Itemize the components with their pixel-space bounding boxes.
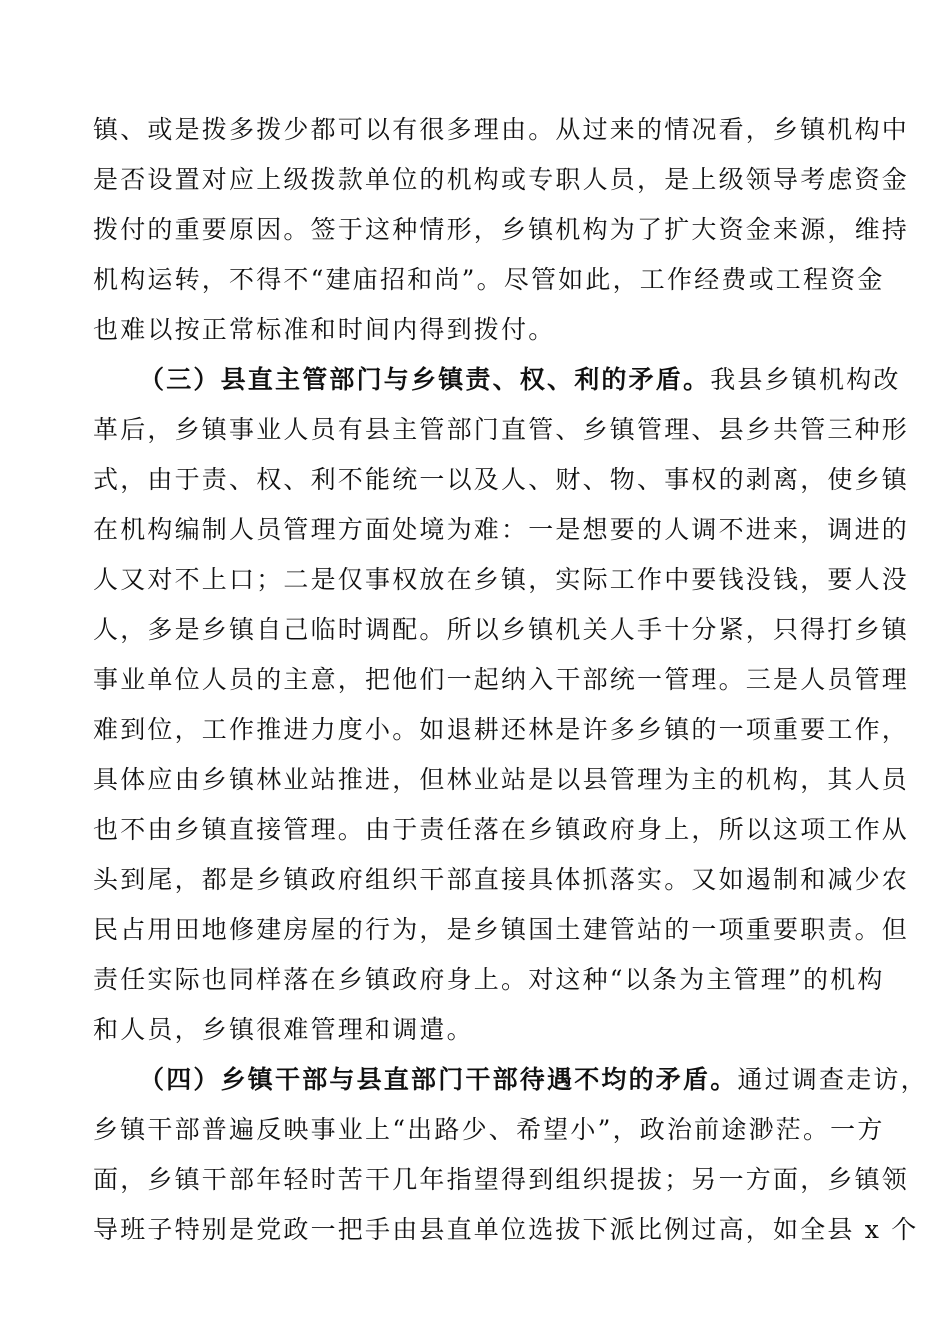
text-line: 事业单位人员的主意，把他们一起纳入干部统一管理。三是人员管理 (93, 665, 910, 694)
text-line: 式，由于责、权、利不能统一以及人、财、物、事权的剥离，使乡镇 (93, 465, 910, 494)
paragraph-3 (93, 1055, 928, 1255)
text-line: 人又对不上口；二是仅事权放在乡镇，实际工作中要钱没钱，要人没 (93, 565, 910, 594)
text-line: 具体应由乡镇林业站推进，但林业站是以县管理为主的机构，其人员 (93, 765, 910, 794)
text-line: 是否设置对应上级拨款单位的机构或专职人员，是上级领导考虑资金 (93, 165, 910, 194)
text-line: 面，乡镇干部年轻时苦干几年指望得到组织提拔；另一方面，乡镇领 (93, 1165, 910, 1194)
text-line: 责任实际也同样落在乡镇政府身上。对这种“以条为主管理”的机构 (93, 965, 885, 994)
text-line: 乡镇干部普遍反映事业上“出路少、希望小”，政治前途渺茫。一方 (93, 1115, 885, 1144)
section-heading-4: （四）乡镇干部与县直部门干部待遇不均的矛盾。 (139, 1065, 738, 1094)
text-line: 头到尾，都是乡镇政府组织干部直接具体抓落实。又如遏制和减少农 (93, 865, 910, 894)
paragraph-2 (93, 355, 910, 1055)
text-line: 在机构编制人员管理方面处境为难：一是想要的人调不进来，调进的 (93, 515, 910, 544)
text-line: 镇、或是拨多拨少都可以有很多理由。从过来的情况看，乡镇机构中 (93, 115, 910, 144)
text-line-first (93, 355, 901, 405)
text-line: 导班子特别是党政一把手由县直单位选拔下派比例过高，如全县 x 个 (93, 1215, 919, 1244)
text-line: 拨付的重要原因。签于这种情形，乡镇机构为了扩大资金来源，维持 (93, 215, 910, 244)
text-line: 人，多是乡镇自己临时调配。所以乡镇机关人手十分紧，只得打乡镇 (93, 615, 910, 644)
section-heading-3: （三）县直主管部门与乡镇责、权、利的矛盾。 (139, 365, 711, 394)
text-line: 也不由乡镇直接管理。由于责任落在乡镇政府身上，所以这项工作从 (93, 815, 910, 844)
text-line: 难到位，工作推进力度小。如退耕还林是许多乡镇的一项重要工作， (93, 715, 910, 744)
text-line: 民占用田地修建房屋的行为，是乡镇国土建管站的一项重要职责。但 (93, 915, 910, 944)
text-line: 和人员，乡镇很难管理和调遣。 (93, 1015, 474, 1044)
text-line: 机构运转，不得不“建庙招和尚”。尽管如此，工作经费或工程资金 (93, 265, 885, 294)
text-line: 也难以按正常标准和时间内得到拨付。 (93, 315, 556, 344)
heading-continuation: 我县乡镇机构改 (710, 365, 901, 394)
text-line-first (93, 1055, 928, 1105)
heading-continuation: 通过调查走访， (737, 1065, 928, 1094)
paragraph-1 (93, 105, 910, 355)
text-line: 革后，乡镇事业人员有县主管部门直管、乡镇管理、县乡共管三种形 (93, 415, 910, 444)
